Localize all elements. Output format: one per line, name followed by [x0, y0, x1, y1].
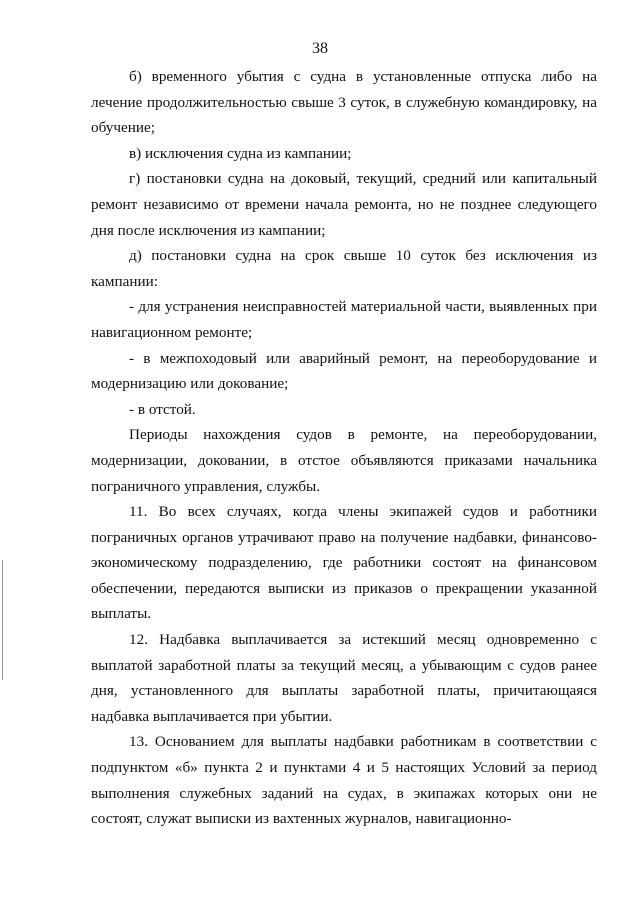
page-number: 38 — [312, 40, 328, 57]
paragraph-d: д) постановки судна на срок свыше 10 суток без исключения из кампании: — [91, 247, 597, 290]
paragraph-v: в) исключения судна из кампании; — [129, 144, 352, 162]
list-item-repair: - для устранения неисправностей материальной части, выявленных при навигационном ремонте; — [91, 298, 597, 341]
scan-edge-mark — [2, 560, 3, 680]
list-item-reserve: - в отстой. — [129, 400, 196, 418]
paragraph-13: 13. Основанием для выплаты надбавки работникам в соответствии с подпунктом «б» пункта 2 и пунктами 4 и 5 настоящих Условий за период выполнения служебных заданий на судах, в экипажах которых они не состоят, служат выписки из вахтенных журналов, навигационно- — [91, 733, 597, 828]
list-item-modernization: - в межпоходовый или аварийный ремонт, на переоборудование и модернизацию или докование; — [91, 349, 597, 393]
paragraph-12: 12. Надбавка выплачивается за истекший месяц одновременно с выплатой заработной платы за текущий месяц, а убывающим с судов ранее дня, установленного для выплаты заработной платы, причитающаяся надбавка выплачивается при убытии. — [91, 631, 597, 725]
document-body — [91, 64, 597, 832]
paragraph-b: б) временного убытия с судна в установленные отпуска либо на лечение продолжительностью свыше 3 суток, в служебную командировку, на обучение; — [91, 68, 597, 137]
paragraph-periods: Периоды нахождения судов в ремонте, на переоборудовании, модернизации, доковании, в отстое объявляются приказами начальника пограничного управления, службы. — [91, 426, 597, 495]
paragraph-g: г) постановки судна на доковый, текущий, средний или капитальный ремонт независимо от времени начала ремонта, но не позднее следующего дня после исключения из кампании; — [91, 170, 597, 239]
paragraph-11: 11. Во всех случаях, когда члены экипажей судов и работники пограничных органов утрачивают право на получение надбавки, финансово-экономическому подразделению, где работники состоят на финансовом обеспечении, передаются выписки из приказов о прекращении указанной выплаты. — [91, 503, 597, 623]
